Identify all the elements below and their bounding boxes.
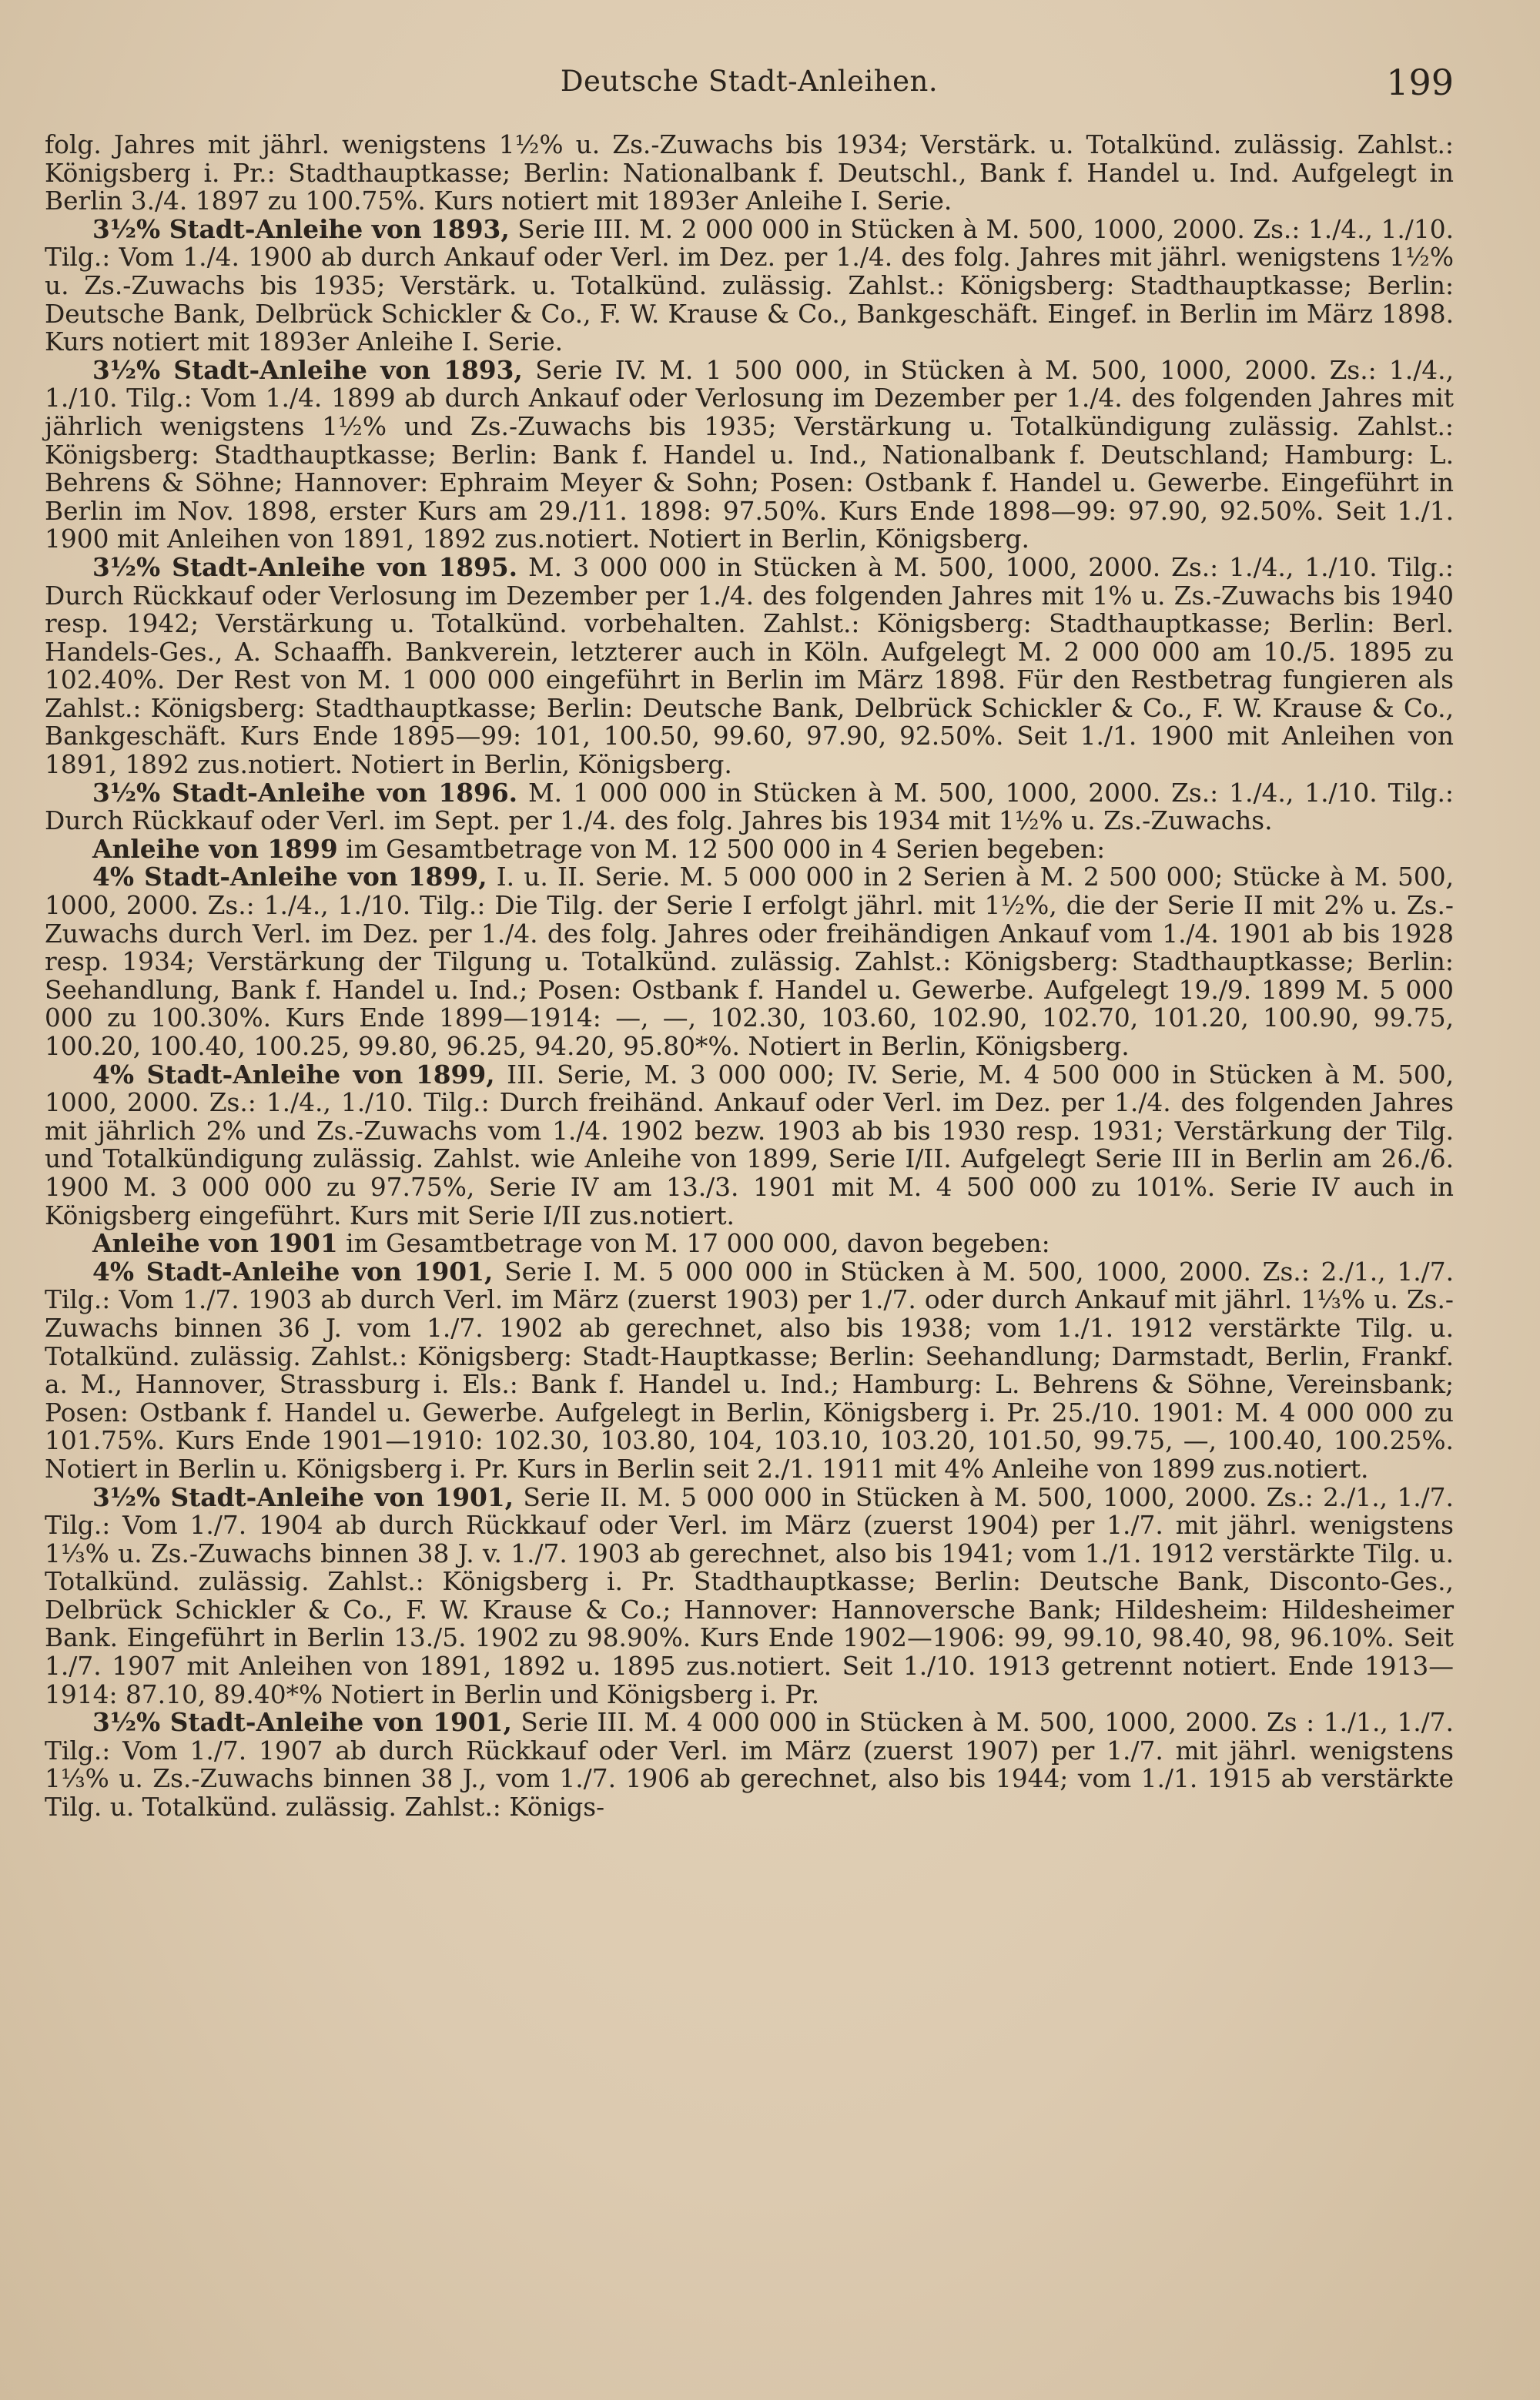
entry-heading: 3½% Stadt-Anleihe von 1893,: [92, 354, 523, 385]
entry-heading: 4% Stadt-Anleihe von 1899,: [92, 862, 487, 892]
paragraph-text: III. Serie, M. 3 000 000; IV. Serie, M. 4 500 000 in Stücken à M. 500, 1000, 2000. Zs.: 1./4., 1./10. Tilg.: Durch freihänd. Ankauf oder Verl. im Dez. per 1./4. des folgenden Jahres mit jährlich 2% und Zs.-Zuwachs vom 1./4. 1902 bezw. 1903 ab bis 1930 resp. 1931; Verstärkung der Tilg. und Totalkündigung zulässig. Zahlst. wie Anleihe von 1899, Serie I/II. Aufgelegt Serie III in Berlin am 26./6. 1900 M. 3 000 000 zu 97.75%, Serie IV am 13./3. 1901 mit M. 4 500 000 zu 101%. Serie IV auch in Königsberg eingeführt. Kurs mit Serie I/II zus.notiert.: [45, 1059, 1454, 1230]
paragraph-text: I. u. II. Serie. M. 5 000 000 in 2 Serien à M. 2 500 000; Stücke à M. 500, 1000, 2000. Zs.: 1./4., 1./10. Tilg.: Die Tilg. der Serie I erfolgt jährl. mit 1½%, die der Serie II mit 2% u. Zs.-Zuwachs durch Verl. im Dez. per 1./4. des folg. Jahres oder freihändigen Ankauf vom 1./4. 1901 ab bis 1928 resp. 1934; Verstärkung der Tilgung u. Totalkünd. zulässig. Zahlst.: Königsberg: Stadthauptkasse; Berlin: Seehandlung, Bank f. Handel u. Ind.; Posen: Ostbank f. Handel u. Gewerbe. Aufgelegt 19./9. 1899 M. 5 000 000 zu 100.30%. Kurs Ende 1899—1914: —, —, 102.30, 103.60, 102.90, 102.70, 101.20, 100.90, 99.75, 100.20, 100.40, 100.25, 99.80, 96.25, 94.20, 95.80*%. Notiert in Berlin, Königsberg.: [45, 862, 1454, 1061]
paragraph-text: im Gesamtbetrage von M. 17 000 000, davon begeben:: [337, 1229, 1050, 1259]
paragraph: [45, 551, 1454, 780]
entry-heading: 4% Stadt-Anleihe von 1899,: [92, 1059, 495, 1090]
entry-heading: 3½% Stadt-Anleihe von 1896.: [92, 777, 518, 808]
paragraph: [45, 835, 1454, 864]
paragraph: [45, 131, 1454, 216]
paragraph: [45, 779, 1454, 835]
entry-heading: 3½% Stadt-Anleihe von 1901,: [92, 1481, 514, 1512]
entry-heading: 3½% Stadt-Anleihe von 1893,: [92, 213, 510, 244]
paragraph: [45, 1258, 1454, 1484]
paragraph-text: Serie II. M. 5 000 000 in Stücken à M. 500, 1000, 2000. Zs.: 2./1., 1./7. Tilg.: Vom 1./7. 1904 ab durch Rückkauf oder Verl. im März (zuerst 1904) per 1./7. mit jährl. wenigstens 1⅓% u. Zs.-Zuwachs binnen 38 J. v. 1./7. 1903 ab gerechnet, also bis 1941; vom 1./1. 1912 verstärkte Tilg. u. Totalkünd. zulässig. Zahlst.: Königsberg i. Pr. Stadthauptkasse; Berlin: Deutsche Bank, Disconto-Ges., Delbrück Schickler & Co., F. W. Krause & Co.; Hannover: Hannoversche Bank; Hildesheim: Hildesheimer Bank. Eingeführt in Berlin 13./5. 1902 zu 98.90%. Kurs Ende 1902—1906: 99, 99.10, 98.40, 98, 96.10%. Seit 1./7. 1907 mit Anleihen von 1891, 1892 u. 1895 zus.notiert. Seit 1./10. 1913 getrennt notiert. Ende 1913—1914: 87.10, 89.40*% Notiert in Berlin und Königsberg i. Pr.: [45, 1482, 1454, 1709]
paragraph: [45, 356, 1454, 554]
entry-heading: Anleihe von 1901: [92, 1228, 338, 1259]
paragraph: [45, 1709, 1454, 1821]
paragraph-text: M. 1 000 000 in Stücken à M. 500, 1000, 2000. Zs.: 1./4., 1./10. Tilg.: Durch Rückkauf oder Verl. im Sept. per 1./4. des folg. Jahres bis 1934 mit 1½% u. Zs.-Zuwachs.: [45, 778, 1454, 836]
paragraph-text: M. 3 000 000 in Stücken à M. 500, 1000, 2000. Zs.: 1./4., 1./10. Tilg.: Durch Rückkauf oder Verlosung im Dezember per 1./4. des folgenden Jahres mit 1% u. Zs.-Zuwachs bis 1940 resp. 1942; Verstärkung u. Totalkünd. vorbehalten. Zahlst.: Königsberg: Stadthauptkasse; Berlin: Berl. Handels-Ges., A. Schaaffh. Bankverein, letzterer auch in Köln. Aufgelegt M. 2 000 000 am 10./5. 1895 zu 102.40%. Der Rest von M. 1 000 000 eingeführt in Berlin im März 1898. Für den Restbetrag fungieren als Zahlst.: Königsberg: Stadthauptkasse; Berlin: Deutsche Bank, Delbrück Schickler & Co., F. W. Krause & Co., Bankgeschäft. Kurs Ende 1895—99: 101, 100.50, 99.60, 97.90, 92.50%. Seit 1./1. 1900 mit Anleihen von 1891, 1892 zus.notiert. Notiert in Berlin, Königsberg.: [45, 552, 1454, 780]
running-title: Deutsche Stadt-Anleihen.: [560, 65, 939, 98]
paragraph-text: Serie I. M. 5 000 000 in Stücken à M. 500, 1000, 2000. Zs.: 2./1., 1./7. Tilg.: Vom 1./7. 1903 ab durch Verl. im März (zuerst 1903) per 1./7. oder durch Ankauf mit jährl. 1⅓% u. Zs.-Zuwachs binnen 36 J. vom 1./7. 1902 ab gerechnet, also bis 1938; vom 1./1. 1912 verstärkte Tilg. u. Totalkünd. zulässig. Zahlst.: Königsberg: Stadt-Hauptkasse; Berlin: Seehandlung; Darmstadt, Berlin, Frankf. a. M., Hannover, Strassburg i. Els.: Bank f. Handel u. Ind.; Hamburg: L. Behrens & Söhne, Vereinsbank; Posen: Ostbank f. Handel u. Gewerbe. Aufgelegt in Berlin, Königsberg i. Pr. 25./10. 1901: M. 4 000 000 zu 101.75%. Kurs Ende 1901—1910: 102.30, 103.80, 104, 103.10, 103.20, 101.50, 99.75, —, 100.40, 100.25%. Notiert in Berlin u. Königsberg i. Pr. Kurs in Berlin seit 2./1. 1911 mit 4% Anleihe von 1899 zus.notiert.: [45, 1257, 1455, 1484]
paragraph: [45, 1481, 1454, 1709]
entry-heading: Anleihe von 1899: [92, 833, 338, 864]
paragraph-text: Serie III. M. 2 000 000 in Stücken à M. 500, 1000, 2000. Zs.: 1./4., 1./10. Tilg.: Vom 1./4. 1900 ab durch Ankauf oder Verl. im Dez. per 1./4. des folg. Jahres mit jährl. wenigstens 1½% u. Zs.-Zuwachs bis 1935; Verstärk. u. Totalkünd. zulässig. Zahlst.: Königsberg: Stadthauptkasse; Berlin: Deutsche Bank, Delbrück Schickler & Co., F. W. Krause & Co., Bankgeschäft. Eingef. in Berlin im März 1898. Kurs notiert mit 1893er Anleihe I. Serie.: [45, 214, 1454, 357]
entry-heading: 4% Stadt-Anleihe von 1901,: [92, 1256, 494, 1287]
page-header: [45, 62, 1454, 108]
paragraph: [45, 1230, 1454, 1258]
text-body: [45, 131, 1454, 1822]
paragraph-text: Serie III. M. 4 000 000 in Stücken à M. 500, 1000, 2000. Zs : 1./1., 1./7. Tilg.: Vom 1./7. 1907 ab durch Rückkauf oder Verl. im März (zuerst 1907) per 1./7. mit jährl. wenigstens 1⅓% u. Zs.-Zuwachs binnen 38 J., vom 1./7. 1906 ab gerechnet, also bis 1944; vom 1./1. 1915 ab verstärkte Tilg. u. Totalkünd. zulässig. Zahlst.: Königs-: [45, 1708, 1454, 1823]
paragraph: [45, 1061, 1454, 1230]
paragraph: [45, 213, 1454, 357]
page-number: 199: [1386, 62, 1454, 103]
paragraph-text: Serie IV. M. 1 500 000, in Stücken à M. 500, 1000, 2000. Zs.: 1./4., 1./10. Tilg.: Vom 1./4. 1899 ab durch Ankauf oder Verlosung im Dezember per 1./4. des folgenden Jahres mit jährlich wenigstens 1½% und Zs.-Zuwachs bis 1935; Verstärkung u. Totalkündigung zulässig. Zahlst.: Königsberg: Stadthauptkasse; Berlin: Bank f. Handel u. Ind., Nationalbank f. Deutschland; Hamburg: L. Behrens & Söhne; Hannover: Ephraim Meyer & Sohn; Posen: Ostbank f. Handel u. Gewerbe. Eingeführt in Berlin im Nov. 1898, erster Kurs am 29./11. 1898: 97.50%. Kurs Ende 1898—99: 97.90, 92.50%. Seit 1./1. 1900 mit Anleihen von 1891, 1892 zus.notiert. Notiert in Berlin, Königsberg.: [45, 355, 1454, 554]
entry-heading: 3½% Stadt-Anleihe von 1895.: [92, 551, 518, 582]
paragraph: [45, 863, 1454, 1060]
paragraph-text: folg. Jahres mit jährl. wenigstens 1½% u. Zs.-Zuwachs bis 1934; Verstärk. u. Totalkünd. zulässig. Zahlst.: Königsberg i. Pr.: Stadthauptkasse; Berlin: Nationalbank f. Deutschl., Bank f. Handel u. Ind. Aufgelegt in Berlin 3./4. 1897 zu 100.75%. Kurs notiert mit 1893er Anleihe I. Serie.: [45, 130, 1454, 216]
paragraph-text: im Gesamtbetrage von M. 12 500 000 in 4 Serien begeben:: [337, 834, 1106, 864]
entry-heading: 3½% Stadt-Anleihe von 1901,: [92, 1707, 512, 1738]
